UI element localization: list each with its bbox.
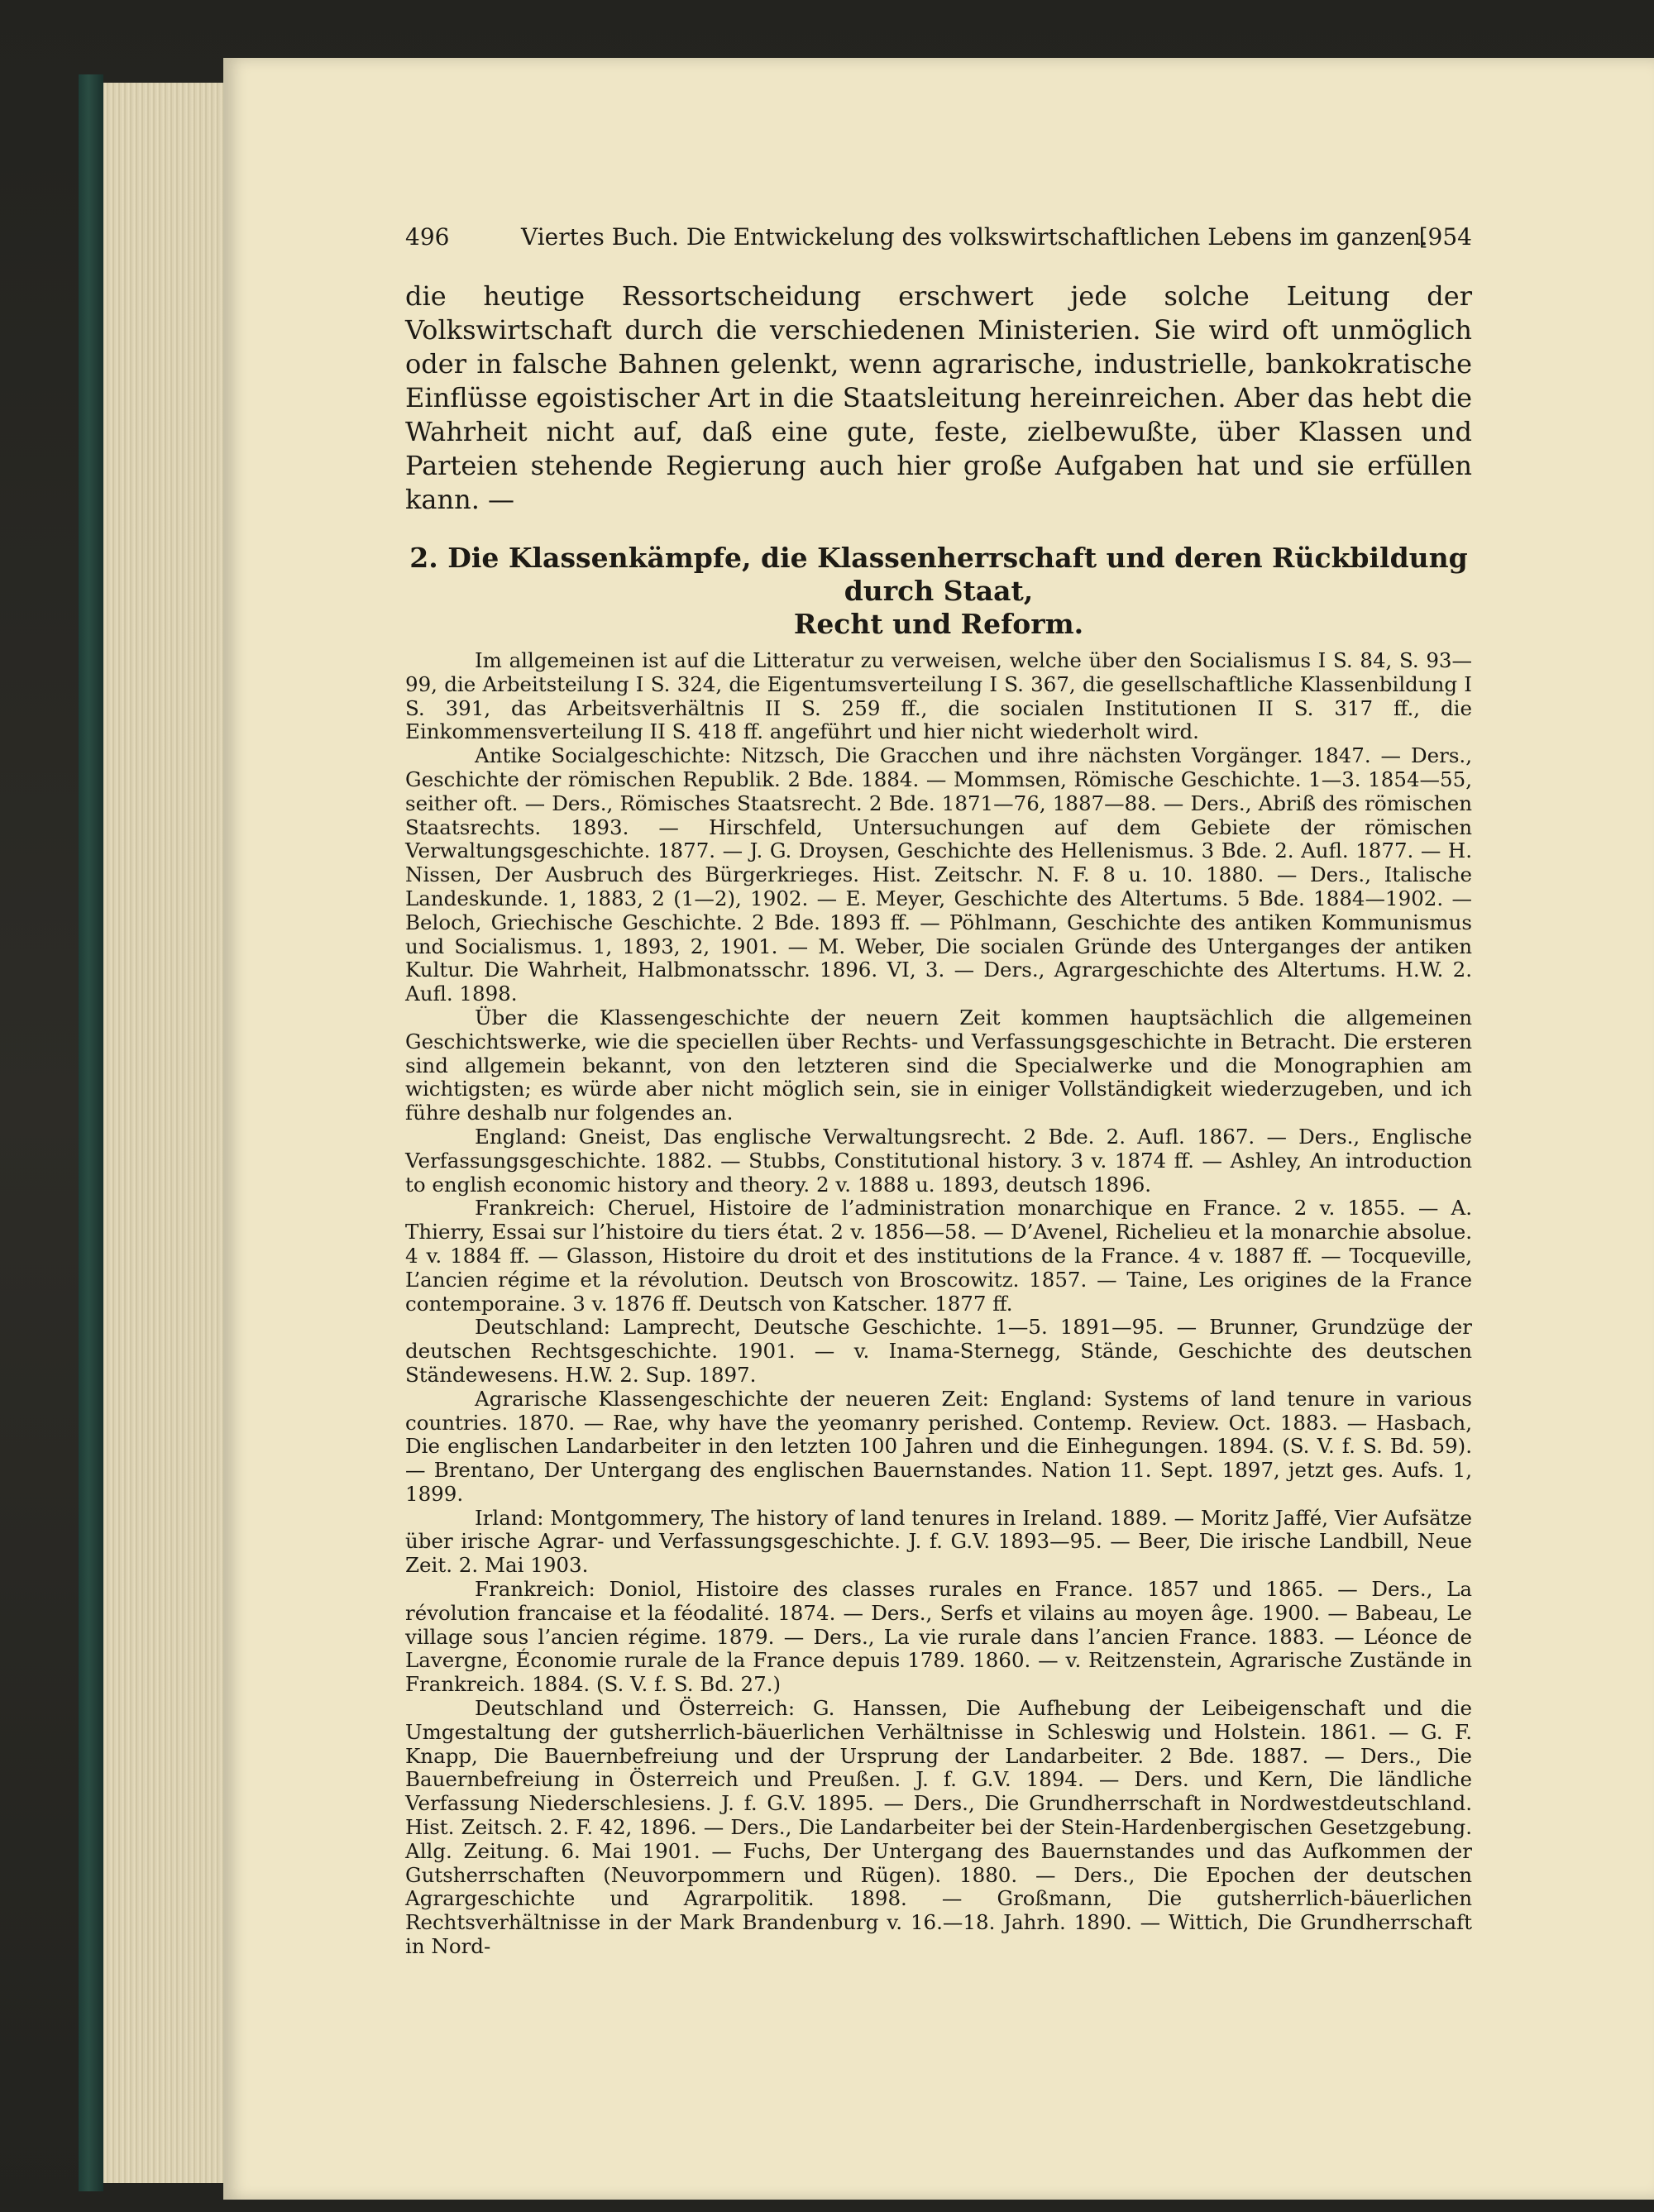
- literature-paragraph: Frankreich: Doniol, Histoire des classes rurales en France. 1857 und 1865. — Ders., La révolution francaise et la féodalité. 1874. — Ders., Serfs et vilains au moyen âge. 1900. — Babeau, Le village sous l’ancien régime. 1879. — Ders., La vie rurale dans l’ancien France. 1883. — Léonce de Lavergne, Économie rurale de la France depuis 1789. 1860. — v. Reitzenstein, Agrarische Zustände in Frankreich. 1884. (S. V. f. S. Bd. 27.): [405, 1577, 1472, 1697]
- section-heading: [405, 542, 1472, 641]
- section-heading-line-2: Recht und Reform.: [793, 608, 1084, 640]
- section-marker: [954: [1418, 223, 1472, 251]
- literature-paragraph: Über die Klassengeschichte der neuern Zeit kommen hauptsächlich die allgemeinen Geschichtswerke, wie die speciellen über Rechts- und Verfassungsgeschichte in Betracht. Die ersteren sind allgemein bekannt, von den letzteren sind die Specialwerke und die Monographien am wichtigsten; es würde aber nicht möglich sein, sie in einiger Vollständigkeit wiederzugeben, und ich führe deshalb nur folgendes an.: [405, 1005, 1472, 1125]
- book-spine-edge: [79, 74, 103, 2191]
- literature-paragraph: Frankreich: Cheruel, Histoire de l’administration monarchique en France. 2 v. 1855. — A. Thierry, Essai sur l’histoire du tiers état. 2 v. 1856—58. — D’Avenel, Richelieu et la monarchie absolue. 4 v. 1884 ff. — Glasson, Histoire du droit et des institutions de la France. 4 v. 1887 ff. — Tocqueville, L’ancien régime et la révolution. Deutsch von Broscowitz. 1857. — Taine, Les origines de la France contemporaine. 3 v. 1876 ff. Deutsch von Katscher. 1877 ff.: [405, 1196, 1472, 1316]
- literature-paragraph: Irland: Montgommery, The history of land tenures in Ireland. 1889. — Moritz Jaffé, Vier Aufsätze über irische Agrar- und Verfassungsgeschichte. J. f. G.V. 1893—95. — Beer, Die irische Landbill, Neue Zeit. 2. Mai 1903.: [405, 1505, 1472, 1578]
- literature-paragraph: Im allgemeinen ist auf die Litteratur zu verweisen, welche über den Socialismus I S. 84, S. 93—99, die Arbeitsteilung I S. 324, die Eigentumsverteilung I S. 367, die gesellschaftliche Klassenbildung I S. 391, das Arbeitsverhältnis II S. 259 ff., die socialen Institutionen II S. 317 ff., die Einkommensverteilung II S. 418 ff. angeführt und hier nicht wiederholt wird.: [405, 648, 1472, 744]
- page-stack-edge: [103, 83, 236, 2183]
- literature-paragraph: Agrarische Klassengeschichte der neueren Zeit: England: Systems of land tenure in various countries. 1870. — Rae, why have the yeomanry perished. Contemp. Review. Oct. 1883. — Hasbach, Die englischen Landarbeiter in den letzten 100 Jahren und die Einhegungen. 1894. (S. V. f. S. Bd. 59). — Brentano, Der Untergang des englischen Bauernstandes. Nation 11. Sept. 1897, jetzt ges. Aufs. 1, 1899.: [405, 1386, 1472, 1506]
- page-number: 496: [405, 223, 450, 251]
- literature-paragraph: Antike Socialgeschichte: Nitzsch, Die Gracchen und ihre nächsten Vorgänger. 1847. — Ders., Geschichte der römischen Republik. 2 Bde. 1884. — Mommsen, Römische Geschichte. 1—3. 1854—55, seither oft. — Ders., Römisches Staatsrecht. 2 Bde. 1871—76, 1887—88. — Ders., Abriß des römischen Staatsrechts. 1893. — Hirschfeld, Untersuchungen auf dem Gebiete der römischen Verwaltungsgeschichte. 1877. — J. G. Droysen, Geschichte des Hellenismus. 3 Bde. 2. Aufl. 1877. — H. Nissen, Der Ausbruch des Bürgerkrieges. Hist. Zeitschr. N. F. 8 u. 10. 1880. — Ders., Italische Landeskunde. 1, 1883, 2 (1—2), 1902. — E. Meyer, Geschichte des Altertums. 5 Bde. 1884—1902. — Beloch, Griechische Geschichte. 2 Bde. 1893 ff. — Pöhlmann, Geschichte des antiken Kommunismus und Socialismus. 1, 1893, 2, 1901. — M. Weber, Die socialen Gründe des Unterganges der antiken Kultur. Die Wahrheit, Halbmonatsschr. 1896. VI, 3. — Ders., Agrargeschichte des Altertums. H.W. 2. Aufl. 1898.: [405, 743, 1472, 1006]
- literature-list: [405, 649, 1472, 1959]
- section-heading-line-1: 2. Die Klassenkämpfe, die Klassenherrschaft und deren Rückbildung durch Staat,: [409, 542, 1468, 607]
- intro-paragraph: die heutige Ressortscheidung erschwert jede solche Leitung der Volkswirtschaft durch die verschiedenen Ministerien. Sie wird oft unmöglich oder in falsche Bahnen gelenkt, wenn agrarische, industrielle, bankokratische Einflüsse egoistischer Art in die Staatsleitung hereinreichen. Aber das hebt die Wahrheit nicht auf, daß eine gute, feste, zielbewußte, über Klassen und Parteien stehende Regierung auch hier große Aufgaben hat und sie erfüllen kann. —: [405, 280, 1472, 515]
- running-title: Viertes Buch. Die Entwickelung des volkswirtschaftlichen Lebens im ganzen.: [521, 223, 1428, 251]
- literature-paragraph: England: Gneist, Das englische Verwaltungsrecht. 2 Bde. 2. Aufl. 1867. — Ders., Englische Verfassungsgeschichte. 1882. — Stubbs, Constitutional history. 3 v. 1874 ff. — Ashley, An introduction to english economic history and theory. 2 v. 1888 u. 1893, deutsch 1896.: [405, 1124, 1472, 1197]
- literature-paragraph: Deutschland und Österreich: G. Hanssen, Die Aufhebung der Leibeigenschaft und die Umgestaltung der gutsherrlich-bäuerlichen Verhältnisse in Schleswig und Holstein. 1861. — G. F. Knapp, Die Bauernbefreiung und der Ursprung der Landarbeiter. 2 Bde. 1887. — Ders., Die Bauernbefreiung in Österreich und Preußen. J. f. G.V. 1894. — Ders. und Kern, Die ländliche Verfassung Niederschlesiens. J. f. G.V. 1895. — Ders., Die Grundherrschaft in Nordwestdeutschland. Hist. Zeitsch. 2. F. 42, 1896. — Ders., Die Landarbeiter bei der Stein-Hardenbergischen Gesetzgebung. Allg. Zeitung. 6. Mai 1901. — Fuchs, Der Untergang des Bauernstandes und das Aufkommen der Gutsherrschaften (Neuvorpommern und Rügen). 1880. — Ders., Die Epochen der deutschen Agrargeschichte und Agrarpolitik. 1898. — Großmann, Die gutsherrlich-bäuerlichen Rechtsverhältnisse in der Mark Brandenburg v. 16.—18. Jahrh. 1890. — Wittich, Die Grundherrschaft in Nord-: [405, 1696, 1472, 1959]
- literature-paragraph: Deutschland: Lamprecht, Deutsche Geschichte. 1—5. 1891—95. — Brunner, Grundzüge der deutschen Rechtsgeschichte. 1901. — v. Inama-Sternegg, Stände, Geschichte des deutschen Ständewesens. H.W. 2. Sup. 1897.: [405, 1315, 1472, 1387]
- page-content: [405, 223, 1472, 1959]
- running-header: [405, 223, 1472, 256]
